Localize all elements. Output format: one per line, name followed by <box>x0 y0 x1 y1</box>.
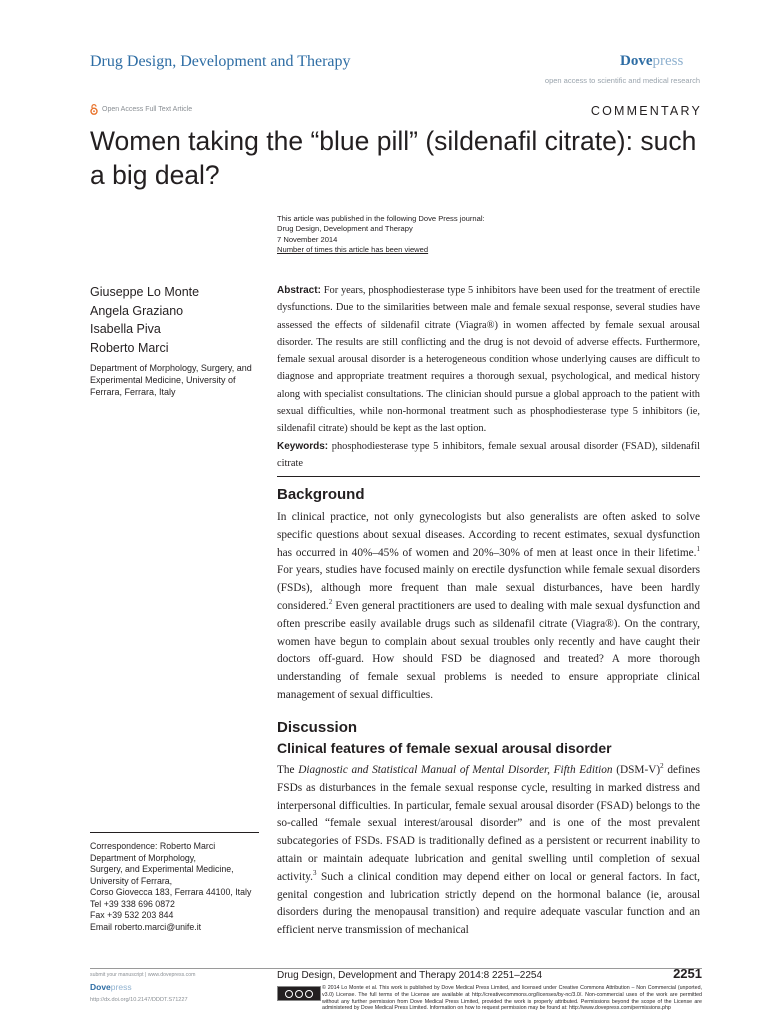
text-run: For years, studies have focused mainly on erectile dysfunction while female sexual disorders (FSDs), although more frequent than male sexual disturbances, have been hardly considered. <box>277 564 700 612</box>
open-access-text: Open Access Full Text Article <box>102 106 193 113</box>
corr-email[interactable]: Email roberto.marci@unife.it <box>90 921 202 932</box>
abstract-label: Abstract: <box>277 285 321 296</box>
corr-line: Surgery, and Experimental Medicine, <box>90 864 234 874</box>
text-run: The <box>277 764 299 776</box>
corr-line: Correspondence: Roberto Marci <box>90 841 216 851</box>
manual-title: Diagnostic and Statistical Manual of Mental Disorder, Fifth Edition <box>298 764 613 776</box>
journal-citation: Drug Design, Development and Therapy 2014:8 2251–2254 <box>277 970 542 981</box>
text-run: Such a clinical condition may depend either on local or general factors. In fact, genital congestion and lubrication strictly depend on the hormonal balance (ie, arousal disorders during the menopausal transition) and require adequate vascular function and an efficient nerve transmission of mechanical <box>277 870 700 937</box>
text-run: defines FSDs as disturbances in the female sexual response cycle, resulting in marked distress and interpersonal difficulties. In particular, female sexual arousal disorder (FSAD) belongs to the so-called “female sexual interest/arousal disorder” and is one of the most prevalent subcategories of FSDs. FSAD is traditionally defined as a persistent or recurrent inability to attain or maintain adequate lubrication and genital swelling until completion of sexual activity. <box>277 764 700 883</box>
background-heading: Background <box>277 486 365 503</box>
article-type: COMMENTARY <box>590 104 702 118</box>
publication-info <box>277 214 485 255</box>
text-run: In clinical practice, not only gynecologists but also generalists are often asked to solve specific questions about sexual diseases. According to recent estimates, sexual dysfunction has occurred in 40%–45% of women and 20%–30% of men at least once in their lifetime. <box>277 511 700 559</box>
author-name: Giuseppe Lo Monte <box>90 285 200 299</box>
discussion-paragraph <box>277 762 700 940</box>
section-divider <box>277 476 700 477</box>
text-run: (DSM-V) <box>612 764 661 776</box>
pubinfo-date: 7 November 2014 <box>277 234 338 244</box>
brand-tagline: open access to scientific and medical research <box>544 76 700 85</box>
corr-line: Department of Morphology, <box>90 852 196 863</box>
footer-brand-soft: press <box>110 982 132 992</box>
author-name: Angela Graziano <box>90 303 184 318</box>
abstract-body <box>277 282 700 438</box>
discussion-heading: Discussion <box>277 719 358 736</box>
footer-logo[interactable] <box>90 982 132 992</box>
footer-divider <box>90 968 702 969</box>
keywords-label: Keywords: <box>277 440 329 452</box>
open-access-label <box>90 104 192 115</box>
brand-soft: press <box>652 53 684 69</box>
views-link[interactable]: Number of times this article has been viewed <box>277 244 429 254</box>
correspondence-divider <box>90 832 259 833</box>
citation-ref[interactable]: 2 <box>328 598 333 607</box>
affiliation: Department of Morphology, Surgery, and Experimental Medicine, University of Ferrara, Ferrara, Italy <box>90 363 252 397</box>
correspondence <box>90 841 270 933</box>
discussion-subheading: Clinical features of female sexual arousal disorder <box>277 740 612 756</box>
abstract <box>277 282 700 472</box>
author-list <box>90 283 199 357</box>
author-name: Roberto Marci <box>90 340 169 355</box>
journal-title[interactable]: Drug Design, Development and Therapy <box>90 53 351 70</box>
corr-line: University of Ferrara, <box>90 875 173 886</box>
keywords <box>277 438 700 473</box>
keywords-text: phosphodiesterase type 5 inhibitors, female sexual arousal disorder (FSAD), sildenafil citrate <box>277 440 700 469</box>
abstract-text: For years, phosphodiesterase type 5 inhibitors have been used for the treatment of erectile dysfunctions. Due to the similarities between male and female sexual response, several studies have assessed the effects of sildenafil citrate (Viagra®) in women affected by female sexual arousal disorder. The results are still conflicting and the drug is not devoid of adverse effects. Furthermore, female sexual arousal disorder is a heterogeneous condition whose underlying causes are difficult to diagnose and appropriate treatment requires a thorough sexual, psychological, and medical history along with specialist consultations. The clinician should pursue a global approach to the patient with sexual difficulties, while non-hormonal treatment such as phosphodiesterase type 5 inhibitors (ie, sildenafil citrate) should be kept as the last option. <box>277 285 700 435</box>
corr-line: Fax +39 532 203 844 <box>90 910 174 920</box>
open-access-lock-icon <box>90 104 98 115</box>
citation-ref[interactable]: 3 <box>312 869 317 878</box>
article-title: Women taking the “blue pill” (sildenafil citrate): such a big deal? <box>90 126 697 190</box>
page-number: 2251 <box>673 966 702 981</box>
citation-ref[interactable]: 1 <box>696 544 700 553</box>
pubinfo-line: This article was published in the following Dove Press journal: <box>277 214 485 223</box>
creative-commons-badge-icon[interactable] <box>277 986 321 1001</box>
dovepress-logo[interactable] <box>620 53 683 70</box>
corr-line: Tel +39 338 696 0872 <box>90 898 175 909</box>
pubinfo-journal: Drug Design, Development and Therapy <box>277 224 413 234</box>
background-paragraph <box>277 509 700 705</box>
license-text: © 2014 Lo Monte et al. This work is published by Dove Medical Press Limited, and licensed under Creative Commons Attribution – Non Commercial (unported, v3.0) License. The full terms of the License are available at http://creativecommons.org/licenses/by-nc/3.0/. Non-commercial uses of the work are permitted without any further permission from Dove Medical Press Limited, provided the work is properly attributed. Permissions beyond the scope of the License are administered by Dove Medical Press Limited. Information on how to request permission may be found at: http://www.dovepress.com/permissions.php <box>322 985 702 1012</box>
text-run: Even general practitioners are used to dealing with male sexual dysfunction and often prescribe easily available drugs such as sildenafil citrate (Viagra®). On the contrary, women have begun to complain about sexual troubles only recently and have caught their doctors off-guard. How should FSD be diagnosed and treated? A more thorough understanding of female sexual problems is needed to ensure appropriate clinical management of sexual difficulties. <box>277 599 700 701</box>
corr-line: Corso Giovecca 183, Ferrara 44100, Italy <box>90 887 252 897</box>
author-name: Isabella Piva <box>90 322 161 336</box>
doi-link[interactable]: http://dx.doi.org/10.2147/DDDT.S71227 <box>90 997 188 1003</box>
citation-ref[interactable]: 2 <box>660 762 664 771</box>
brand-strong: Dove <box>620 53 653 69</box>
footer-brand-strong: Dove <box>90 982 111 992</box>
submit-manuscript-link[interactable]: submit your manuscript | www.dovepress.com <box>90 972 196 978</box>
